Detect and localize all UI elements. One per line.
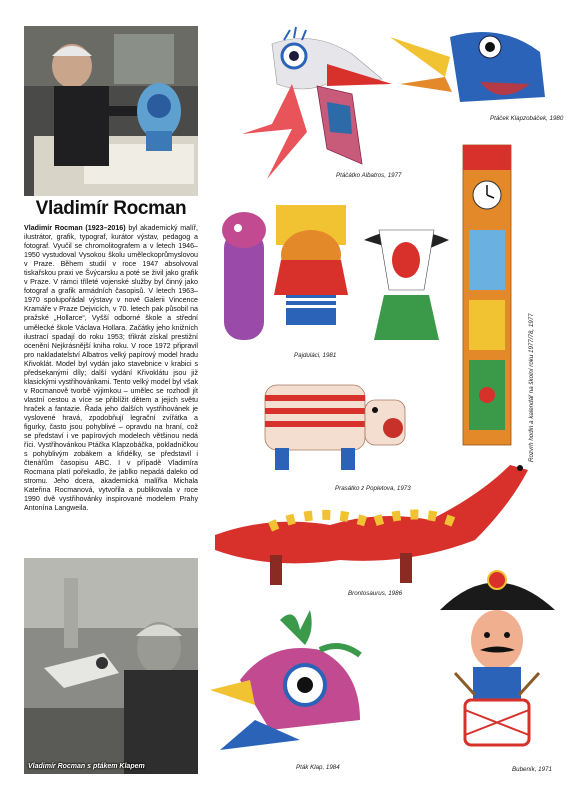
- brontosaurus-caption: Brontosaurus, 1986: [348, 590, 403, 597]
- bubenik-caption: Bubeník, 1971: [512, 766, 552, 773]
- artist-photo-top: [24, 26, 198, 196]
- albatros-model: [232, 24, 392, 194]
- pajdulaci-caption: Pajduláci, 1981: [294, 352, 337, 359]
- artist-photo-bottom: [24, 558, 198, 774]
- bio-text: byl akademický malíř, ilustrátor, grafik, typograf, kurátor výstav, pedagog a fotograf. Vyučil se chromolitografem a v letech 1946–1950 vystudoval Vysokou školu uměleckoprůmyslovou v Praze. Během studií v roce 1947 absolvoval tiskařskou praxi ve Švýcarsku a poté se živil jako grafik v Praze. V rámci tříleté vojenské služby byl činný jako fotograf a grafik armádních časopisů. V letech 1963–1970 spolupořádal výstavy v nové Galerii Vincence Kramáře v Praze Dejvicích, v 70. letech pak působil na pražské „Hollarce“, Vyšší odborné škole a střední umělecké škole Václava Hollara. Začátky jeho knižních ilustrací spadají do roku 1953; třikrát získal prestižní ocenění Nejkrásnější kniha roku. V roce 1972 připravil pro nakladatelství Albatros velký papírový model hradu Křivoklát. Model byl vydán jako stavebnice v krabici s předsekanými díly; další vydání Křivoklátu jsou již klasickými vystřihovánkami. Tento velký model byl však v Rocmanově tvorbě výjimkou – umělec se rozhodl jít vlastní cestou a více se přiblížit dětem a jejich světu hraček a fantazie. Řada jeho dalších vystřihovánek je vyslovené hravá, zpodobňují legrační zvířátka a figurky, často jsou pohyblivé – opravdu na hraní, což se představí i ve papírových modelech většinou nedá říci. Vystřihovánkou Ptáčka Klapzobáčka, pokladničkou s pohyblivým zobákem a křidélky, se představil i čtenářům časopisu ABC. I v případě Vladimíra Rocmana platí pořekadlo, že jablko nepadá daleko od stromu. Jeho dcera, akademická malířka Michala Kateřina Rocmanová, vytvořila a publikovala v roce 1990 dvě vystřihovánky inspirované modelem Prahy Antonína Langweila.: [24, 224, 198, 513]
- artist-name-heading: Vladimír Rocman: [35, 198, 187, 219]
- school-calendar-tower-model: [455, 140, 520, 450]
- klapzobacek-caption: Ptáček Klapzobáček, 1980: [490, 115, 564, 122]
- klap-caption: Pták Klap, 1984: [296, 764, 340, 771]
- artist-biography: [24, 224, 198, 514]
- bio-lead: Vladimír Rocman (1923–2016): [24, 224, 126, 232]
- school-calendar-caption: Rozvrh hodin a kalendář na školní roku 1977/78, 1977: [528, 313, 535, 462]
- pajdulaci-model: [214, 200, 459, 350]
- klapzobacek-model: [390, 22, 555, 117]
- artist-photo-caption: Vladimír Rocman s ptákem Klapem: [28, 763, 145, 770]
- klap-model: [210, 610, 380, 765]
- prasatko-caption: Prasátko z Popletova, 1973: [335, 485, 411, 492]
- albatros-caption: Ptáčátko Albatros, 1977: [336, 172, 402, 179]
- bubenik-model: [435, 555, 560, 765]
